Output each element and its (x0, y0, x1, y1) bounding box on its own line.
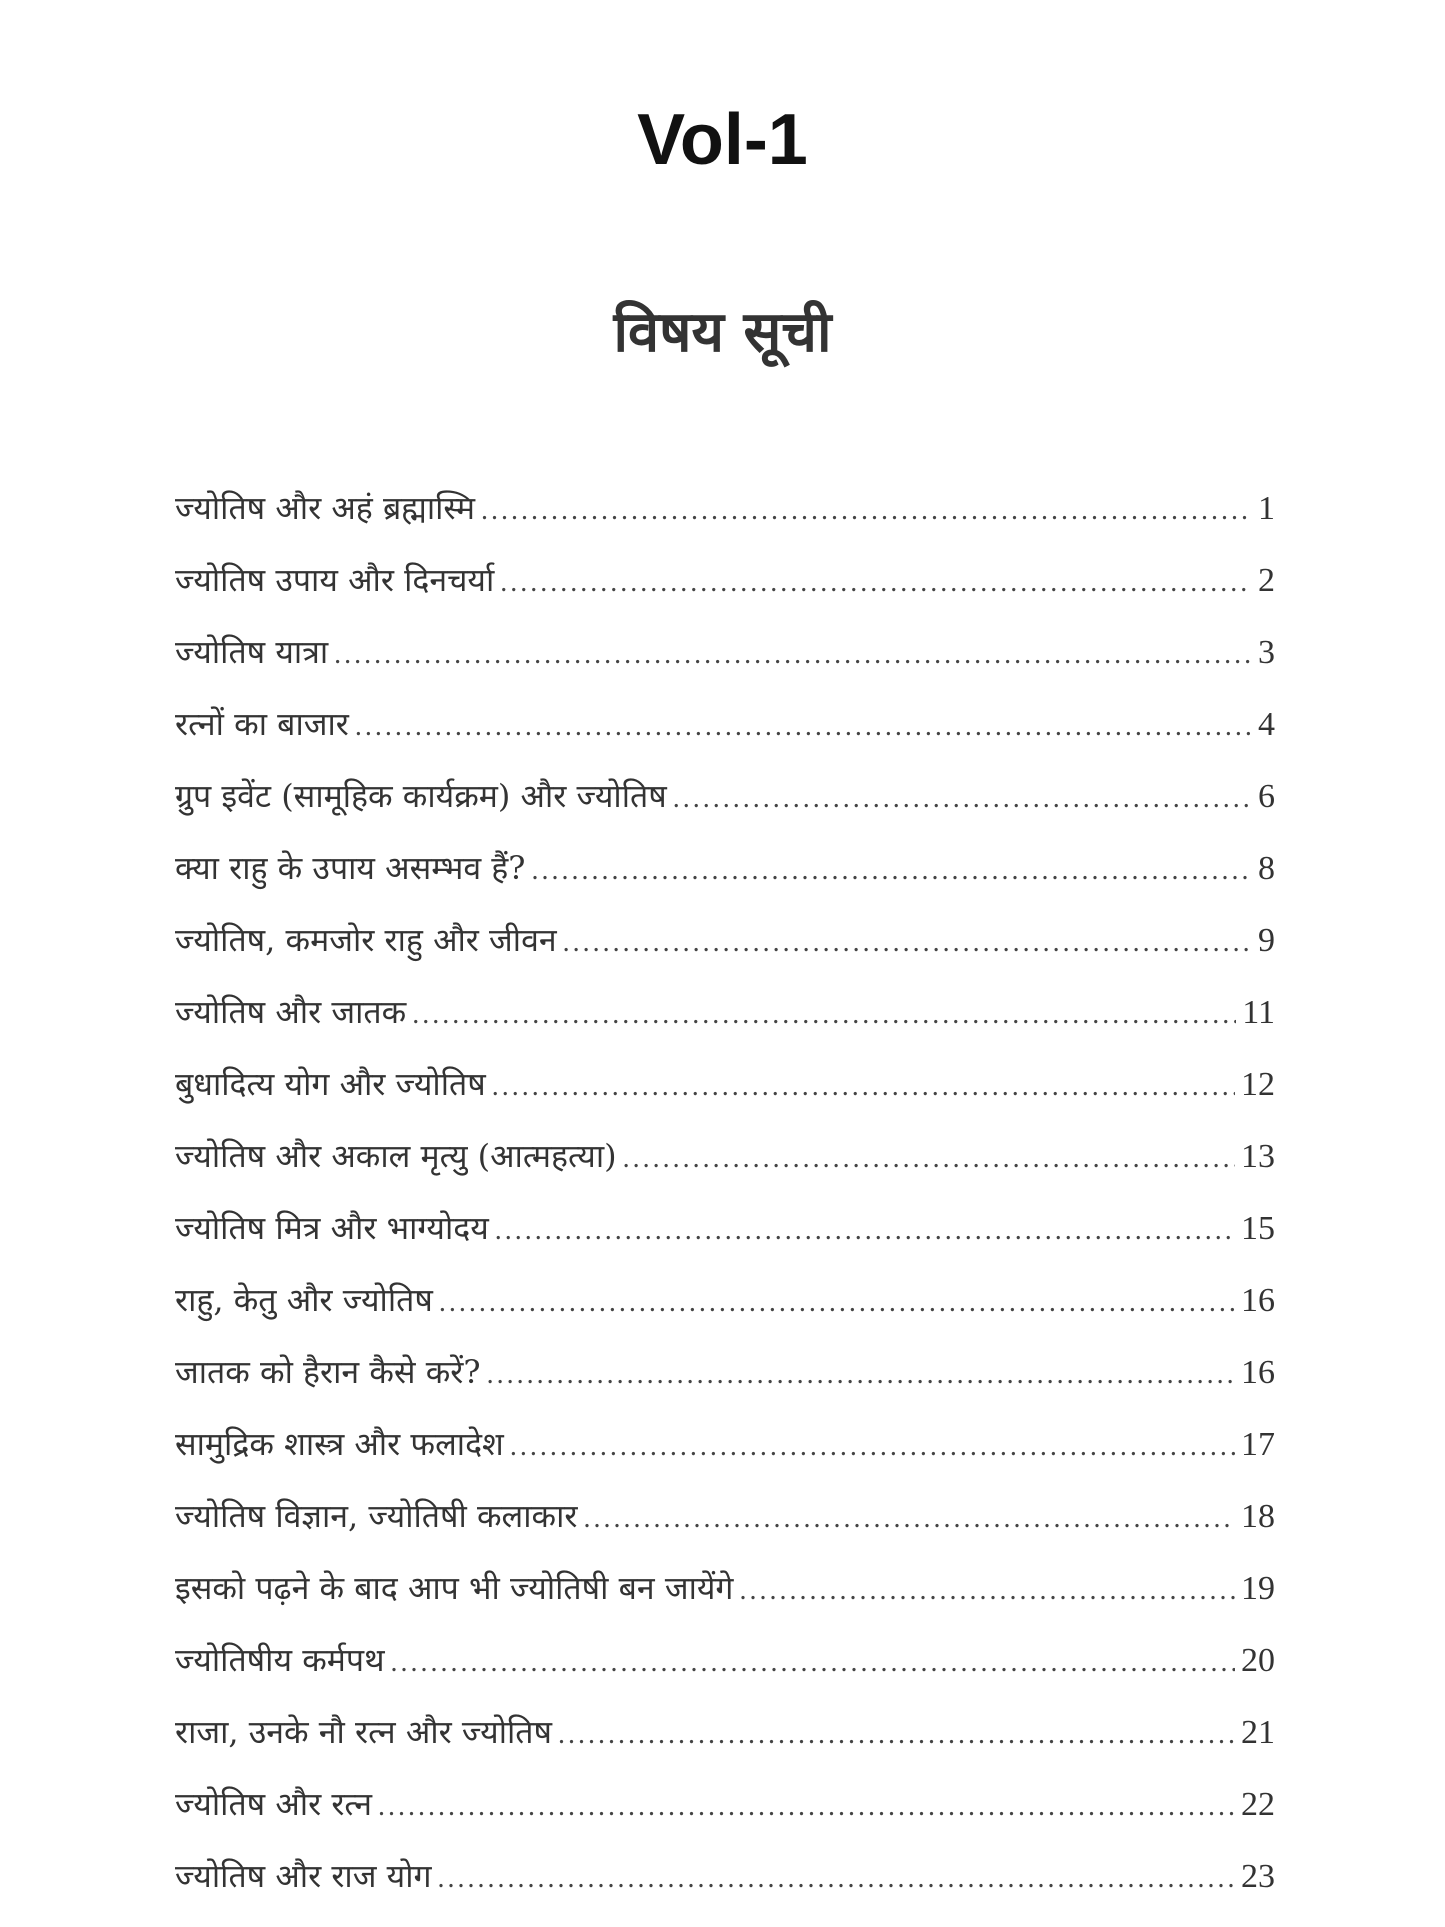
toc-entry (175, 1840, 1275, 1912)
dot-leader (439, 1267, 1235, 1339)
dot-leader (510, 1411, 1235, 1483)
dot-leader (495, 1195, 1235, 1267)
toc-entry (175, 1336, 1275, 1408)
toc-entry-title: राजा, उनके नौ रत्न और ज्योतिष (175, 1713, 553, 1751)
dot-leader (558, 1699, 1235, 1771)
dot-leader (563, 907, 1252, 979)
toc-entry-page: 2 (1258, 562, 1275, 599)
toc-entry-title: ज्योतिषीय कर्मपथ (175, 1641, 385, 1679)
dot-leader (438, 1843, 1235, 1915)
toc-entry (175, 472, 1275, 544)
toc-entry (175, 1192, 1275, 1264)
toc-entry (175, 1264, 1275, 1336)
toc-entry (175, 688, 1275, 760)
toc-entry (175, 1552, 1275, 1624)
dot-leader (623, 1123, 1235, 1195)
toc-entry (175, 616, 1275, 688)
toc-entry-page: 4 (1258, 706, 1275, 743)
toc-entry (175, 832, 1275, 904)
toc-entry-page: 8 (1258, 850, 1275, 887)
toc-entry-page: 15 (1241, 1210, 1275, 1247)
toc-entry-title: ज्योतिष और रत्न (175, 1785, 373, 1823)
toc-entry-page: 21 (1241, 1714, 1275, 1751)
toc-entry-page: 20 (1241, 1642, 1275, 1679)
table-of-contents (175, 472, 1275, 1912)
toc-entry (175, 1408, 1275, 1480)
toc-entry (175, 760, 1275, 832)
toc-entry-page: 18 (1241, 1498, 1275, 1535)
toc-entry (175, 1696, 1275, 1768)
dot-leader (673, 763, 1252, 835)
toc-entry (175, 1120, 1275, 1192)
dot-leader (378, 1771, 1235, 1843)
toc-entry (175, 976, 1275, 1048)
toc-entry (175, 904, 1275, 976)
toc-entry-title: ज्योतिष और अहं ब्रह्मास्मि (175, 489, 476, 527)
toc-entry (175, 1048, 1275, 1120)
toc-entry-title: बुधादित्य योग और ज्योतिष (175, 1065, 486, 1103)
dot-leader (481, 475, 1252, 547)
toc-entry-title: ज्योतिष मित्र और भाग्योदय (175, 1209, 489, 1247)
toc-entry (175, 1480, 1275, 1552)
toc-entry-page: 16 (1241, 1354, 1275, 1391)
toc-entry-page: 3 (1258, 634, 1275, 671)
toc-entry (175, 544, 1275, 616)
toc-entry-page: 16 (1241, 1282, 1275, 1319)
toc-entry-page: 23 (1241, 1858, 1275, 1895)
page-title: विषय सूची (613, 300, 832, 365)
toc-entry-title: राहु, केतु और ज्योतिष (175, 1281, 433, 1319)
toc-entry-title: ग्रुप इवेंट (सामूहिक कार्यक्रम) और ज्योतिष (175, 777, 667, 815)
toc-entry-title: ज्योतिष यात्रा (175, 633, 329, 671)
toc-entry-title: ज्योतिष और राज योग (175, 1857, 432, 1895)
toc-entry-title: ज्योतिष और अकाल मृत्यु (आत्महत्या) (175, 1137, 617, 1175)
toc-entry (175, 1768, 1275, 1840)
toc-entry-page: 11 (1242, 994, 1275, 1031)
toc-entry-title: ज्योतिष उपाय और दिनचर्या (175, 561, 495, 599)
toc-entry-title: जातक को हैरान कैसे करें? (175, 1353, 481, 1391)
dot-leader (391, 1627, 1235, 1699)
toc-entry-title: इसको पढ़ने के बाद आप भी ज्योतिषी बन जायेंगे (175, 1569, 734, 1607)
dot-leader (334, 619, 1252, 691)
toc-entry-page: 9 (1258, 922, 1275, 959)
toc-entry-title: ज्योतिष, कमजोर राहु और जीवन (175, 921, 557, 959)
toc-entry-title: ज्योतिष विज्ञान, ज्योतिषी कलाकार (175, 1497, 578, 1535)
toc-entry-page: 12 (1241, 1066, 1275, 1103)
toc-entry-page: 19 (1241, 1570, 1275, 1607)
dot-leader (492, 1051, 1235, 1123)
dot-leader (487, 1339, 1235, 1411)
toc-entry-page: 17 (1241, 1426, 1275, 1463)
toc-entry-title: ज्योतिष और जातक (175, 993, 407, 1031)
dot-leader (531, 835, 1252, 907)
volume-label: Vol-1 (637, 100, 808, 180)
dot-leader (739, 1555, 1235, 1627)
toc-entry (175, 1624, 1275, 1696)
toc-entry-title: क्या राहु के उपाय असम्भव हैं? (175, 849, 526, 887)
dot-leader (583, 1483, 1235, 1555)
toc-entry-page: 6 (1258, 778, 1275, 815)
toc-entry-title: रत्नों का बाजार (175, 705, 349, 743)
dot-leader (500, 547, 1252, 619)
toc-entry-page: 1 (1258, 490, 1275, 527)
toc-entry-page: 22 (1241, 1786, 1275, 1823)
toc-entry-title: सामुद्रिक शास्त्र और फलादेश (175, 1425, 504, 1463)
dot-leader (355, 691, 1252, 763)
toc-entry-page: 13 (1241, 1138, 1275, 1175)
dot-leader (412, 979, 1236, 1051)
